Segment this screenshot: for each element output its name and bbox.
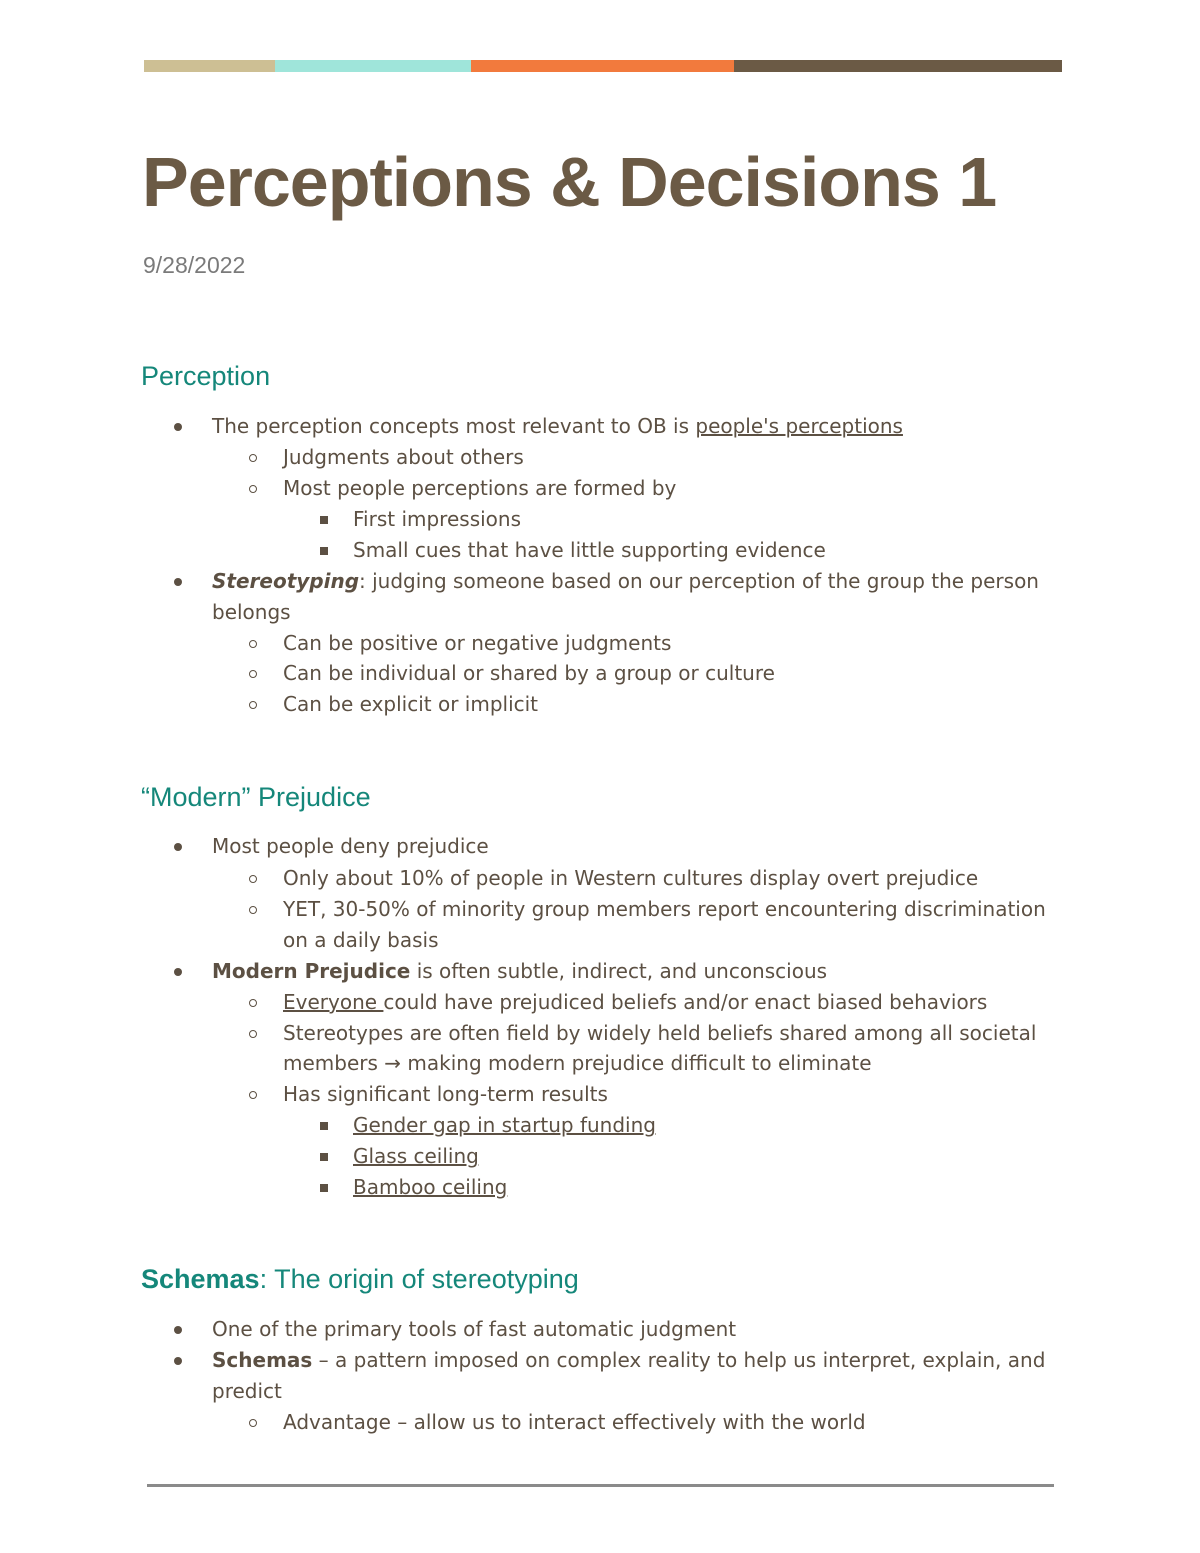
list-item-text: : judging someone based on our perception of the group the person [359, 569, 1039, 593]
footer-divider [147, 1484, 1054, 1487]
list-item: One of the primary tools of fast automatic judgment [212, 1317, 737, 1341]
section-heading-text: : The origin of stereotyping [259, 1264, 579, 1294]
page-title: Perceptions & Decisions 1 [142, 143, 997, 221]
list-item: Most people perceptions are formed by [283, 476, 677, 500]
section-heading-term: Schemas [141, 1264, 260, 1294]
list-item: Can be positive or negative judgments [283, 631, 672, 655]
list-item-term: Schemas [212, 1348, 313, 1372]
list-item [212, 566, 1039, 597]
color-bar-segment-aqua [275, 60, 471, 72]
bullet-circle-icon [249, 999, 257, 1007]
bullet-disc-icon [174, 968, 182, 976]
list-item: YET, 30-50% of minority group members report encountering discrimination [283, 897, 1046, 921]
list-item: First impressions [353, 507, 521, 531]
bullet-circle-icon [249, 454, 257, 462]
bullet-disc-icon [174, 578, 182, 586]
list-item [212, 1345, 1045, 1376]
bullet-square-icon [320, 1184, 328, 1192]
list-item-link[interactable]: Bamboo ceiling [353, 1175, 508, 1199]
list-item-term: Modern Prejudice [212, 959, 411, 983]
bullet-square-icon [320, 1122, 328, 1130]
bullet-disc-icon [174, 1326, 182, 1334]
list-item: Stereotypes are often field by widely held beliefs shared among all societal [283, 1021, 1037, 1045]
bullet-circle-icon [249, 1091, 257, 1099]
bullet-square-icon [320, 516, 328, 524]
list-item-continuation: on a daily basis [283, 928, 439, 952]
list-item: Only about 10% of people in Western cultures display overt prejudice [283, 866, 979, 890]
list-item: Can be individual or shared by a group or culture [283, 661, 775, 685]
bullet-square-icon [320, 1153, 328, 1161]
bullet-square-icon [320, 547, 328, 555]
list-item: Most people deny prejudice [212, 834, 489, 858]
list-item-continuation: predict [212, 1379, 282, 1403]
list-item [212, 411, 903, 442]
section-heading-schemas [141, 1259, 579, 1299]
bullet-disc-icon [174, 1357, 182, 1365]
list-item-text: could have prejudiced beliefs and/or enact biased behaviors [383, 990, 988, 1014]
bullet-circle-icon [249, 485, 257, 493]
bullet-circle-icon [249, 1030, 257, 1038]
document-date: 9/28/2022 [143, 252, 246, 278]
list-item-link[interactable]: Everyone [283, 990, 384, 1014]
bullet-circle-icon [249, 1419, 257, 1427]
decorative-color-bar [144, 60, 1062, 72]
list-item-text: is often subtle, indirect, and unconscious [410, 959, 828, 983]
section-heading-modern-prejudice: “Modern” Prejudice [141, 782, 371, 812]
section-heading-perception: Perception [141, 361, 271, 391]
bullet-circle-icon [249, 640, 257, 648]
bullet-circle-icon [249, 906, 257, 914]
list-item-continuation: members → making modern prejudice difficult to eliminate [283, 1051, 872, 1075]
bullet-circle-icon [249, 875, 257, 883]
list-item-text: The perception concepts most relevant to OB is [212, 414, 696, 438]
list-item: Judgments about others [283, 445, 524, 469]
list-item-text: – a pattern imposed on complex reality to help us interpret, explain, and [312, 1348, 1046, 1372]
list-item-continuation: belongs [212, 600, 291, 624]
bullet-disc-icon [174, 423, 182, 431]
bullet-disc-icon [174, 843, 182, 851]
list-item: Can be explicit or implicit [283, 692, 539, 716]
color-bar-segment-tan [144, 60, 275, 72]
list-item: Small cues that have little supporting evidence [353, 538, 826, 562]
list-item: Has significant long-term results [283, 1082, 608, 1106]
color-bar-segment-orange [471, 60, 734, 72]
list-item-link[interactable]: Glass ceiling [353, 1144, 479, 1168]
list-item [212, 956, 827, 987]
list-item-link[interactable]: people's perceptions [695, 414, 903, 438]
bullet-circle-icon [249, 670, 257, 678]
list-item: Advantage – allow us to interact effectively with the world [283, 1410, 866, 1434]
bullet-circle-icon [249, 701, 257, 709]
color-bar-segment-brown [734, 60, 1062, 72]
list-item [283, 987, 987, 1018]
list-item-term: Stereotyping [212, 569, 360, 593]
list-item-link[interactable]: Gender gap in startup funding [353, 1113, 656, 1137]
